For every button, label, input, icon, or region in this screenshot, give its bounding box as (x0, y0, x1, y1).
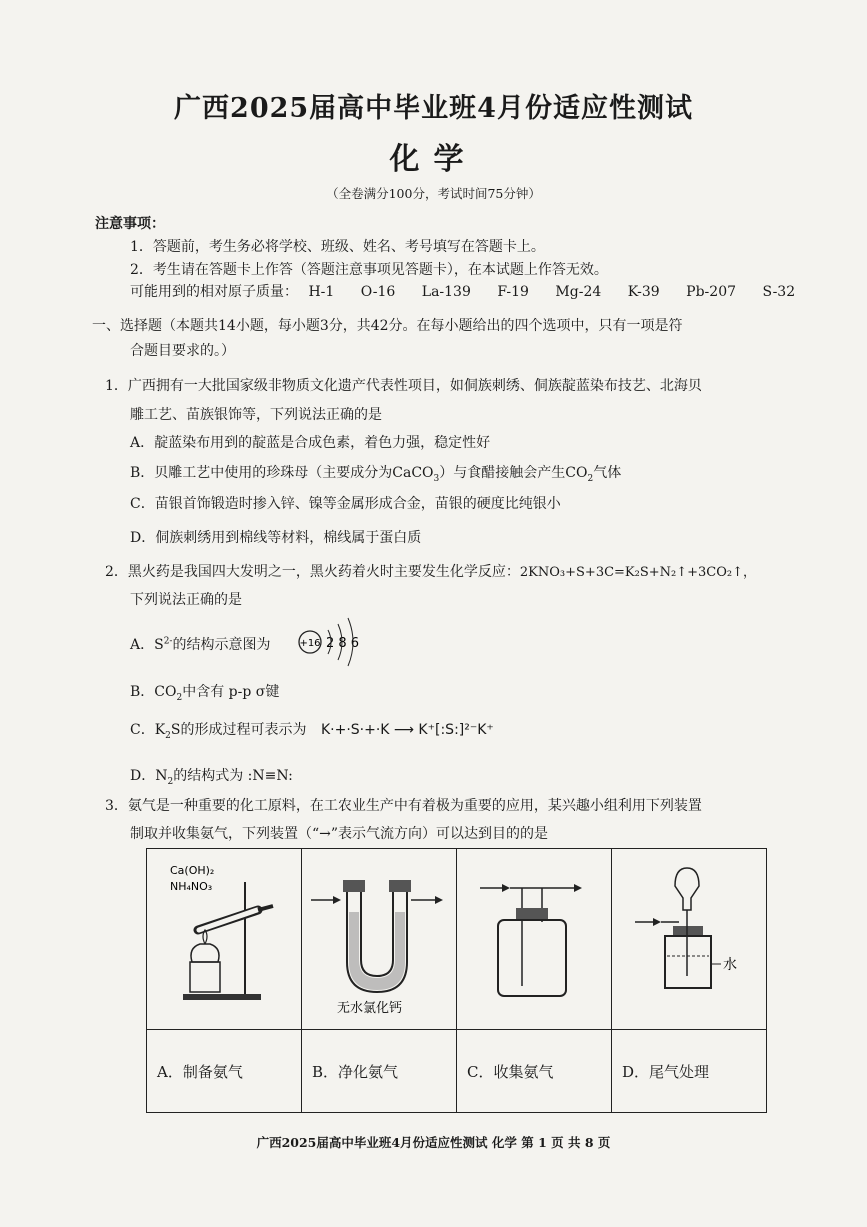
gas-bottle (498, 920, 566, 996)
mass-item: K-39 (627, 284, 660, 300)
q2-a-sup: 2- (163, 636, 173, 647)
option-d-caption: D．尾气处理 (612, 1030, 767, 1113)
beaker (665, 936, 711, 988)
mass-item: Pb-207 (686, 284, 737, 300)
q1-option-c: C．苗银首饰锻造时掺入锌、镍等金属形成合金，苗银的硬度比纯银小 (130, 496, 561, 512)
q2-b-text: 中含有 p-p σ键 (182, 684, 280, 700)
exam-note: （全卷满分100分，考试时间75分钟） (326, 186, 541, 201)
page-title: 广西2025届高中毕业班4月份适应性测试 (174, 93, 693, 124)
nucleus-charge: +16 (299, 638, 321, 649)
q2-c-text: C．K (130, 722, 166, 738)
subject-title: 化学 (389, 142, 478, 177)
q1-stem: 1．广西拥有一大批国家级非物质文化遗产代表性项目，如侗族刺绣、侗族靛蓝染布技艺、北海贝 (105, 378, 702, 394)
option-b-caption: B．净化氨气 (302, 1030, 457, 1113)
q2-c-text: S的形成过程可表示为 (170, 722, 307, 738)
q2-option-b (130, 681, 279, 703)
q1-option-b (130, 462, 621, 484)
stopper (673, 926, 703, 936)
q2-option-a (130, 634, 270, 654)
q1-b-text: ）与食醋接触会产生CO (439, 465, 588, 481)
q2-b-text: B．CO (130, 684, 177, 700)
apparatus-a-cell (147, 849, 302, 1030)
desiccant-fill (349, 912, 405, 990)
q2-a-text: 的结构示意图为 (172, 637, 271, 653)
lamp-body (190, 962, 220, 992)
q2-b-sub: 2 (176, 692, 183, 703)
water-label: 水 (723, 957, 737, 973)
q1-stem-cont: 雕工艺、苗族银饰等，下列说法正确的是 (130, 407, 382, 423)
mass-item: H-1 (308, 284, 335, 300)
q1-b-text: 气体 (593, 465, 622, 481)
q2-stem-text: 2．黑火药是我国四大发明之一，黑火药着火时主要发生化学反应： (105, 564, 520, 580)
q2-stem (105, 561, 756, 581)
q2-equation: 2KNO₃+S+3C=K₂S+N₂↑+3CO₂↑， (519, 565, 757, 580)
q2-d-text: 的结构式为 :N≡N: (173, 768, 293, 784)
alcohol-lamp (191, 944, 219, 962)
apparatus-b-cell (302, 849, 457, 1030)
u-tube-inner (361, 890, 393, 976)
mass-item: La-139 (421, 284, 471, 300)
q3-stem: 3．氨气是一种重要的化工原料，在工农业生产中有着极为重要的应用，某兴趣小组利用下列装置 (105, 798, 702, 814)
arrow-head-icon (653, 918, 661, 926)
page-footer: 广西2025届高中毕业班4月份适应性测试 化学 第 1 页 共 8 页 (256, 1135, 611, 1150)
reagent-label: Ca(OH)₂ (170, 864, 215, 877)
mass-item: F-19 (497, 284, 529, 300)
q1-b-sub: 2 (587, 473, 594, 484)
atomic-masses (130, 281, 817, 301)
stopper (389, 880, 411, 892)
stopper (516, 908, 548, 920)
arrow-head-icon (435, 896, 443, 904)
q2-d-text: D．N (130, 768, 168, 784)
q2-c-sub: 2 (165, 730, 171, 741)
section-heading-cont: 合题目要求的。） (130, 343, 235, 359)
stopper (343, 880, 365, 892)
q2-a-text: A．S (130, 637, 164, 653)
option-c-caption: C．收集氨气 (457, 1030, 612, 1113)
q2-option-d (130, 765, 293, 787)
iron-stand-base (183, 994, 261, 1000)
q2-d-sub: 2 (167, 776, 174, 787)
notice-item-2: 2．考生请在答题卡上作答（答题注意事项见答题卡），在本试题上作答无效。 (130, 262, 608, 278)
q2-stem-cont: 下列说法正确的是 (130, 592, 242, 608)
q2-option-c (130, 719, 494, 741)
gas-bottle-diagram (458, 852, 608, 1022)
apparatus-d-cell (612, 849, 767, 1030)
absorption-diagram (613, 852, 763, 1022)
arrow-head-icon (502, 884, 510, 892)
q1-b-sub: 3 (433, 473, 440, 484)
dryer-label: 无水氯化钙 (337, 1001, 403, 1016)
sulfide-ion-structure-diagram (296, 608, 376, 668)
mass-item: S-32 (762, 284, 796, 300)
notice-heading: 注意事项： (95, 216, 165, 232)
section-heading: 一、选择题（本题共14小题，每小题3分，共42分。在每小题给出的四个选项中，只有一项是符 (92, 318, 683, 334)
masses-label: 可能用到的相对原子质量： (130, 284, 298, 300)
apparatus-table (146, 848, 767, 1113)
mass-item: O-16 (360, 284, 396, 300)
apparatus-c-cell (457, 849, 612, 1030)
q3-stem-cont: 制取并收集氨气，下列装置（“→”表示气流方向）可以达到目的的是 (130, 826, 549, 842)
test-tube-inner (199, 910, 257, 930)
q1-option-a: A．靛蓝染布用到的靛蓝是合成色素，着色力强，稳定性好 (130, 435, 491, 451)
arrow-head-icon (574, 884, 582, 892)
option-a-caption: A．制备氨气 (147, 1030, 302, 1113)
mass-item: Mg-24 (555, 284, 602, 300)
heating-apparatus-diagram (148, 852, 298, 1022)
funnel (675, 868, 699, 910)
q1-b-text: B．贝雕工艺中使用的珍珠母（主要成分为CaCO (130, 465, 434, 481)
notice-item-1: 1．答题前，考生务必将学校、班级、姓名、考号填写在答题卡上。 (130, 239, 545, 255)
arrow-head-icon (333, 896, 341, 904)
electron-shells: 2 8 6 (326, 636, 360, 651)
q1-option-d: D．侗族刺绣用到棉线等材料，棉线属于蛋白质 (130, 530, 422, 546)
k2s-formation-formula: K·+·S·+·K ⟶ K⁺[:S:]²⁻K⁺ (320, 722, 494, 738)
u-tube-diagram (303, 852, 453, 1022)
reagent-label: NH₄NO₃ (170, 880, 213, 893)
